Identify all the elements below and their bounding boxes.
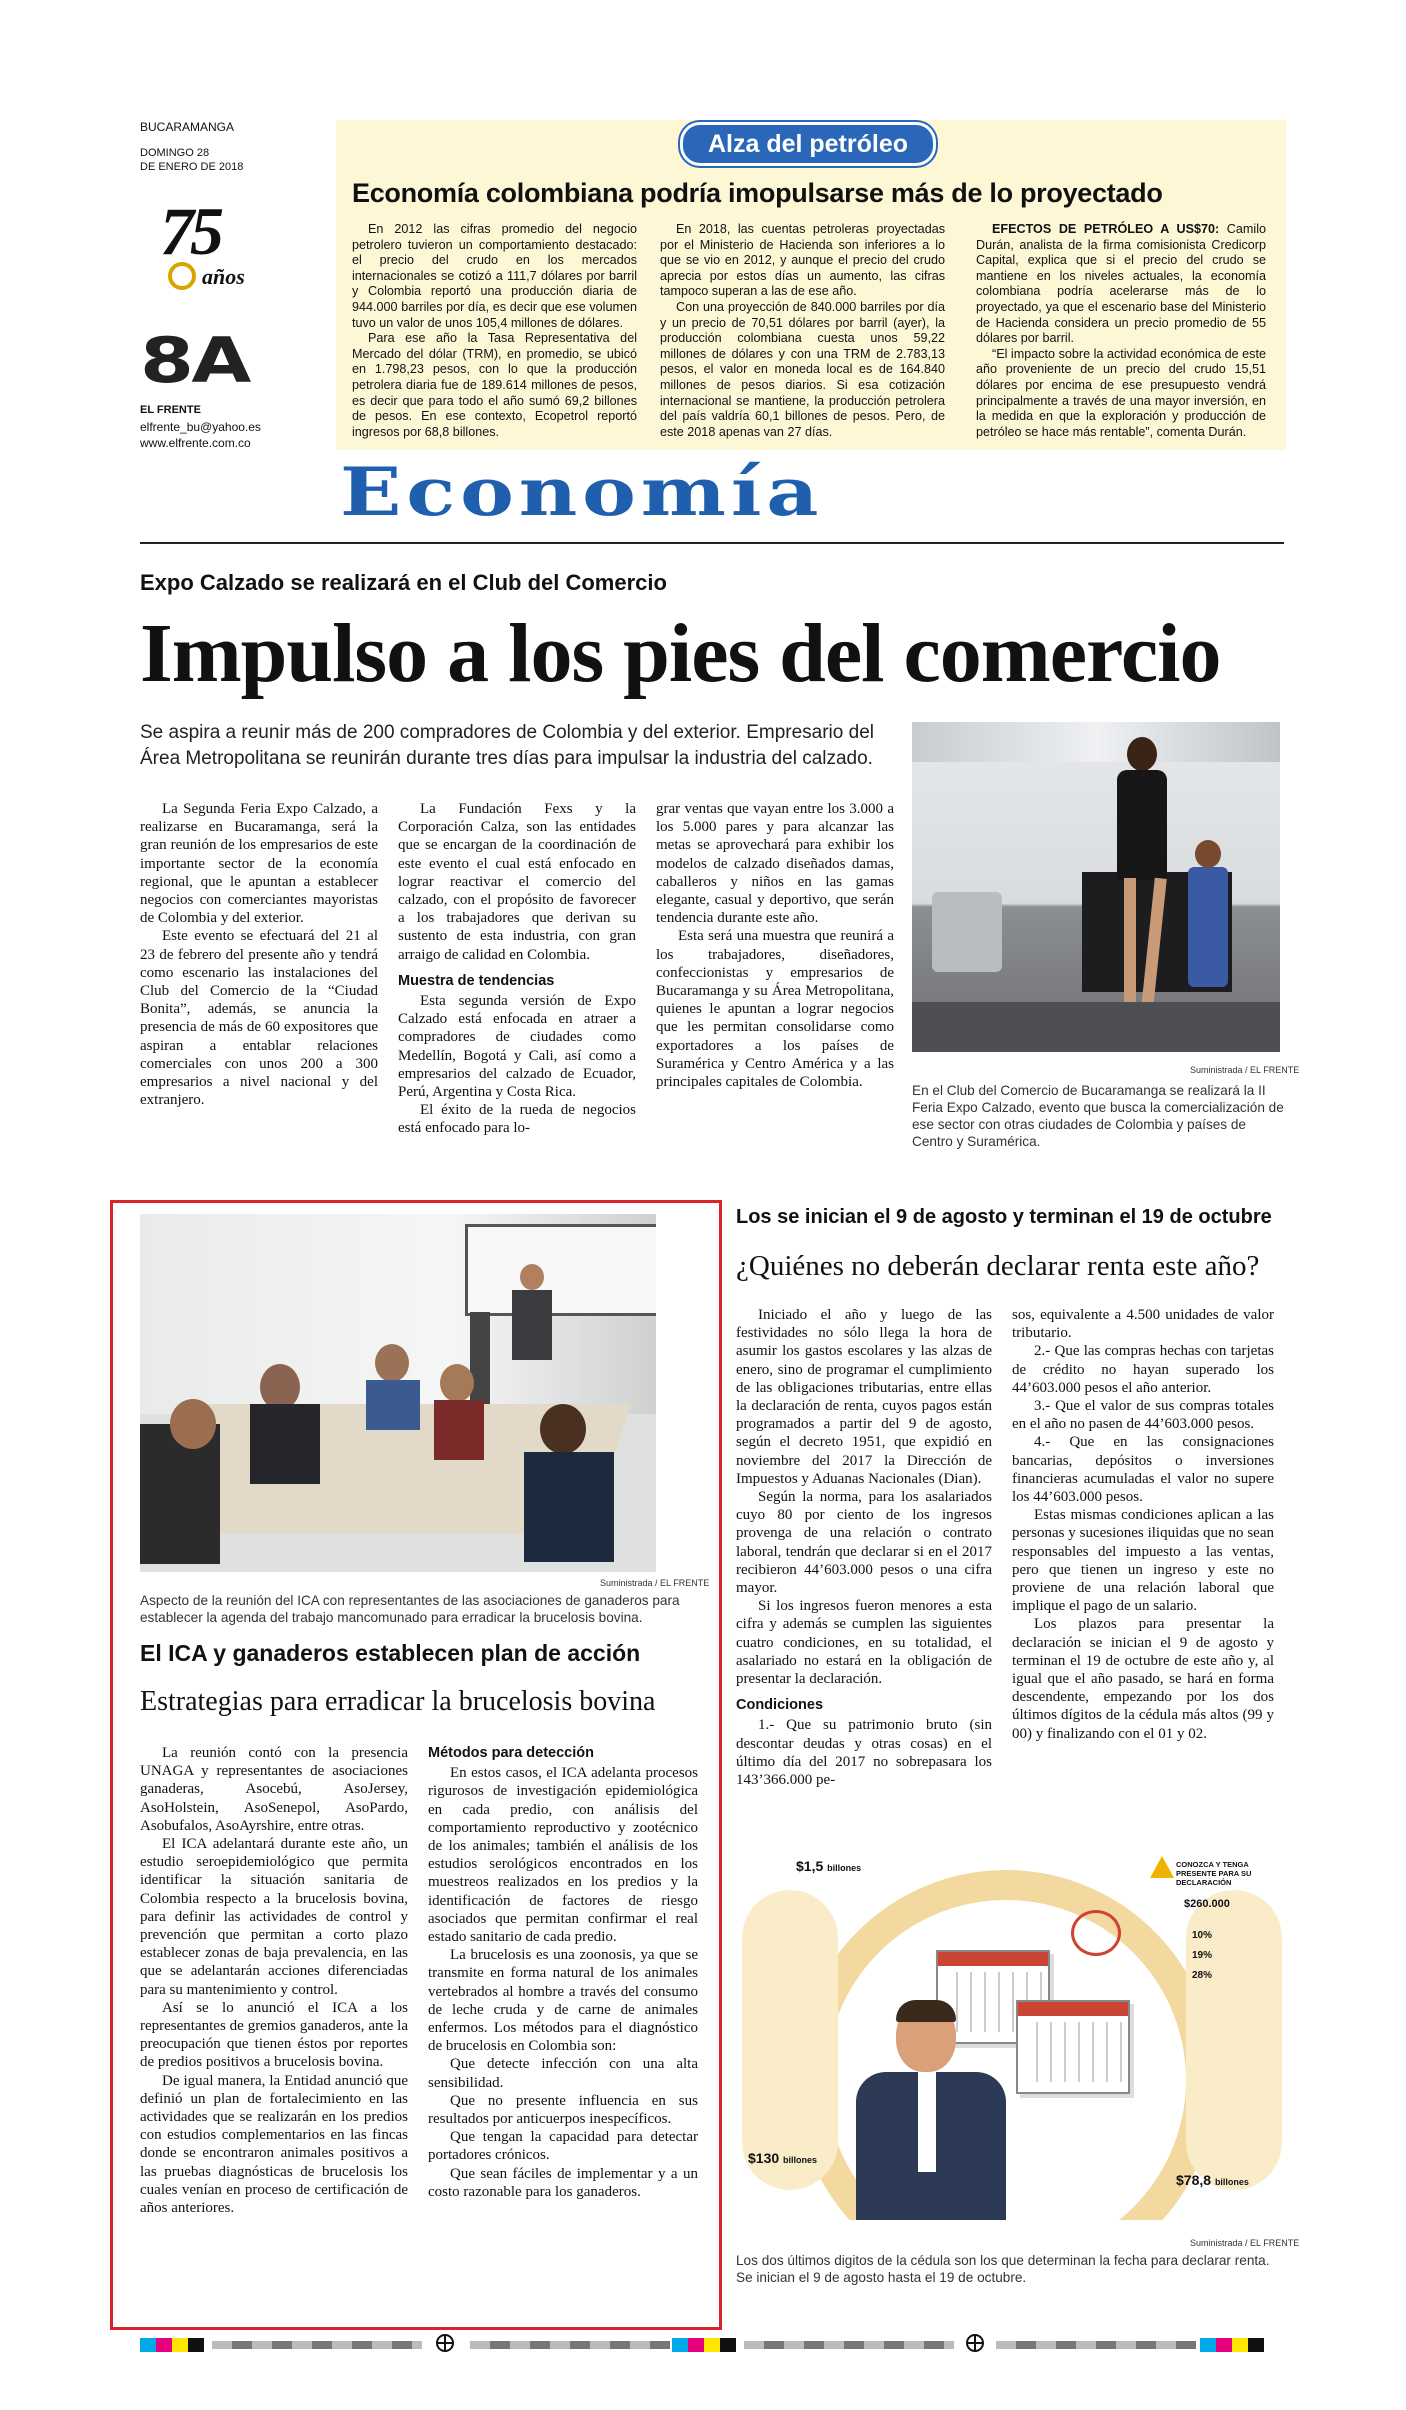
renta-photo-credit: Suministrada / EL FRENTE xyxy=(1190,2238,1300,2248)
shoe-caption: En el Club del Comercio de Bucaramanga se realizará la II Feria Expo Calzado, evento que busca la comercialización de ese sector con otras ciudades de Colombia y países de Centro y Suramérica. xyxy=(912,1083,1284,1149)
shoe-paragraph: El éxito de la rueda de negocios está enfocado para lo- xyxy=(398,1102,636,1137)
anniversary-logo xyxy=(160,193,270,306)
ica-paragraph: La brucelosis es una zoonosis, ya que se transmite en forma natural de los animales vertebrados al hombre a través del consumo de leche cruda y de carne de animales enfermos. Los métodos para el diagnóstico de brucelosis en Colombia son: xyxy=(428,1947,698,2055)
anniversary-rings xyxy=(168,262,196,290)
section-rule xyxy=(140,542,1284,544)
infographic-pct-2: 19% xyxy=(1192,1950,1213,1961)
shoe-subheading: Muestra de tendencias xyxy=(398,972,555,989)
ica-paragraph: Que sean fáciles de implementar y a un costo razonable para los ganaderos. xyxy=(428,2165,698,2200)
masthead-brand: EL FRENTE xyxy=(140,404,201,416)
print-registration-bar-left xyxy=(140,2338,204,2357)
ica-column-2 xyxy=(428,1744,698,2201)
ica-paragraph: El ICA adelantará durante este año, un estudio seroepidemiológico que permita identificar la situación sanitaria de Colombia respecto a la brucelosis bovina, para definir las actividades de control y prevención que permitan a corto plazo establecer zonas de baja prevalencia, en las que se adelantarán acciones diferenciadas para su mantenimiento y control. xyxy=(140,1836,408,1998)
oil-col3-lead: EFECTOS DE PETRÓLEO A US$70: xyxy=(992,222,1220,236)
renta-kicker: Los se inician el 9 de agosto y terminan el 19 de octubre xyxy=(736,1206,1272,1228)
oil-paragraph: Con una proyección de 840.000 barriles por día y un precio de 70,51 dólares por barril (ayer), la producción colombiana cuesta unos 59,22 millones de dólares y con una TRM de 2.783,13 pesos, el valor en moneda local es de 164.840 millones de pesos diarios. Si esa cotización internacional se mantiene, la producción petrolera del país valdría 60,1 billones de pesos. Pero, de este 2018 apenas van 27 días. xyxy=(660,299,945,439)
ica-subheading: Métodos para detección xyxy=(428,1745,594,1761)
renta-paragraph: Los plazos para presentar la declaración se inician el 9 de agosto y terminan el 19 de octubre de este año y, al igual que el año pasado, se hará en forma descendente, empezando por los dos últimos dígitos de la cédula más altos (99 y 00) y finalizando con el 01 y 02. xyxy=(1012,1616,1274,1742)
renta-column-2 xyxy=(1012,1306,1274,1743)
renta-paragraph: Estas mismas condiciones aplican a las personas y sucesiones iliquidas que no sean responsables del impuesto a las ventas, pero que tienen un ingreso y este no proviene de una relación laboral que implique el pago de un salario. xyxy=(1012,1507,1274,1615)
registration-target-icon xyxy=(436,2334,454,2352)
shoe-paragraph: Este evento se efectuará del 21 al 23 de febrero del presente año y tendrá como escenario las instalaciones del Club del Comercio de la “Ciudad Bonita”, además, se anuncia la presencia de más de 60 expositores que aspiran a entablar relaciones comerciales con unos 200 a 300 empresarios a nivel nacional y del extranjero. xyxy=(140,928,378,1109)
ica-paragraph: En estos casos, el ICA adelanta procesos rigurosos de investigación epidemiológica en cada predio, con análisis del comportamiento reproductivo y zootécnico de los animales; también el análisis de los estudios serológicos encontrados en los muestreos realizados en los predios y la identificación de factores de riesgo asociados que permitan confirmar el real estado sanitario de cada predio. xyxy=(428,1765,698,1946)
renta-paragraph: 3.- Que el valor de sus compras totales en el año no pasen de 44’603.000 pesos. xyxy=(1012,1398,1274,1433)
masthead-date: DOMINGO 28 DE ENERO DE 2018 xyxy=(140,147,244,173)
masthead-city: BUCARAMANGA xyxy=(140,120,235,134)
print-registration-bar-right xyxy=(1200,2338,1264,2357)
ica-paragraph: La reunión contó con la presencia UNAGA y representantes de asociaciones ganaderas, Asocebú, AsoJersey, AsoHolstein, AsoSenepol, AsoPardo, Asobufalos, AsoAyrshire, entre otras. xyxy=(140,1745,408,1834)
shoe-deck: Se aspira a reunir más de 200 compradores de Colombia y del exterior. Empresario del Área Metropolitana se reunirán durante tres días para impulsar la industria del calzado. xyxy=(140,722,874,769)
ica-kicker: El ICA y ganaderos establecen plan de acción xyxy=(140,1640,641,1666)
infographic-figure-1: $1,5 billones xyxy=(796,1858,862,1874)
registration-gray-band xyxy=(470,2341,670,2349)
shoe-column-3 xyxy=(656,800,894,1091)
ica-paragraph: Que tengan la capacidad para detectar portadores crónicos. xyxy=(428,2129,698,2164)
ica-paragraph: Que detecte infección con una alta sensibilidad. xyxy=(428,2056,698,2091)
ica-headline: Estrategias para erradicar la brucelosis bovina xyxy=(140,1686,656,1717)
shoe-kicker: Expo Calzado se realizará en el Club del Comercio xyxy=(140,570,667,595)
shoe-paragraph: La Fundación Fexs y la Corporación Calza, son las entidades que se encargan de la coordinación de este evento el cual está enfocado en lograr reactivar el comercio del calzado, con el propósito de favorecer a los trabajadores que derivan su sustento de esta industria, con gran arraigo de calidad en Colombia. xyxy=(398,801,636,963)
renta-paragraph: 1.- Que su patrimonio bruto (sin descontar deudas y otras cosas) en el último día del 2017 no sobrepasara los 143’366.000 pe- xyxy=(736,1717,992,1789)
shoe-paragraph: La Segunda Feria Expo Calzado, a realizarse en Bucaramanga, será la gran reunión de los empresarios de este importante sector de la economía regional, que le apuntan a establecer negocios con comerciantes mayoristas de Colombia y del exterior. xyxy=(140,801,378,927)
renta-paragraph: Si los ingresos fueron menores a esta cifra y además se cumplen las siguientes cuatro condiciones, en su totalidad, el asalariado no estará en la obligación de presentar la declaración. xyxy=(736,1598,992,1688)
shoe-photo-credit: Suministrada / EL FRENTE xyxy=(1190,1065,1300,1075)
ica-column-1 xyxy=(140,1744,408,2217)
renta-paragraph: 4.- Que en las consignaciones bancarias, depósitos o inversiones financieras acumuladas el valor no supere los 44’603.000 pesos. xyxy=(1012,1434,1274,1506)
infographic-warning-title: CONOZCA Y TENGA PRESENTE PARA SU DECLARACIÓN xyxy=(1176,1860,1252,1887)
registration-target-icon xyxy=(966,2334,984,2352)
shoe-paragraph: Esta será una muestra que reunirá a los trabajadores, diseñadores, confeccionistas y empresarios de Bucaramanga y su Área Metropolitana, quienes le apuntan a lograr negocios que les permitan consolidarse como exportadores a los países de Suramérica y Centro América y a las principales capitales de Colombia. xyxy=(656,928,894,1091)
renta-paragraph: 2.- Que las compras hechas con tarjetas de crédito no hayan superado los 44’603.000 pesos el año anterior. xyxy=(1012,1343,1274,1396)
anniversary-number: 75 xyxy=(160,193,220,269)
anniversary-word: años xyxy=(202,264,245,289)
print-registration-bar-center xyxy=(672,2338,736,2357)
ica-photo-credit: Suministrada / EL FRENTE xyxy=(600,1578,710,1588)
oil-badge: Alza del petróleo xyxy=(680,122,936,166)
house-icon xyxy=(1071,1910,1121,1956)
renta-paragraph: Iniciado el año y luego de las festividades no sólo llega la hora de asumir los gastos escolares y las alzas de enero, sino de programar el cumplimiento de las obligaciones tributarias, entre ellas la declaración de renta, cuyos pagos están programados a partir del 9 de agosto, según el decreto 1951, que expidió en noviembre del 2017 la Dirección de Impuestos y Aduanas Nacionales (Dian). xyxy=(736,1307,992,1487)
masthead-email[interactable]: elfrente_bu@yahoo.es xyxy=(140,420,261,434)
ica-caption: Aspecto de la reunión del ICA con representantes de las asociaciones de ganaderos para establecer la agenda del trabajo mancomunado para erradicar la brucelosis bovina. xyxy=(140,1593,680,1625)
infographic-figure-4: $78,8 billones xyxy=(1176,2172,1249,2188)
renta-paragraph: Según la norma, para los asalariados cuyo 80 por ciento de los ingresos provenga de una relación o contrato laboral, tendrán que declarar si en el 2017 recibieron 44’603.000 pesos o una cifra mayor. xyxy=(736,1489,992,1597)
tax-infographic xyxy=(736,1850,1286,2220)
shoe-column-2 xyxy=(398,800,636,1138)
oil-paragraph: Para ese año la Tasa Representativa del Mercado del dólar (TRM), en promedio, se ubicó en 1.798,23 pesos, con lo que la producción petrolera diaria fue de 189.614 millones de pesos, es decir que para todo el año sumó 69,2 billones de pesos. En ese contexto, Ecopetrol reportó ingresos por 68,8 billones. xyxy=(352,331,637,439)
masthead-web[interactable]: www.elfrente.com.co xyxy=(140,436,251,450)
page-number: 8A xyxy=(140,324,249,397)
registration-gray-band xyxy=(744,2341,954,2349)
ica-paragraph: Así se lo anunció el ICA a los representantes de gremios ganaderos, ante la preocupación que tienen éstos por reportes de predios positivos a brucelosis bovina. xyxy=(140,1999,408,2071)
oil-column-1 xyxy=(352,222,637,440)
businessman-illustration xyxy=(856,2000,1006,2220)
renta-caption: Los dos últimos digitos de la cédula son los que determinan la fecha para declarar renta. Se inician el 9 de agosto hasta el 19 de octubre. xyxy=(736,2253,1270,2285)
registration-gray-band xyxy=(212,2341,422,2349)
ica-paragraph: Que no presente influencia en sus resultados por anticuerpos inespecíficos. xyxy=(428,2092,698,2128)
shoe-headline: Impulso a los pies del comercio xyxy=(140,607,1221,700)
renta-paragraph: sos, equivalente a 4.500 unidades de valor tributario. xyxy=(1012,1307,1274,1342)
shoe-column-1 xyxy=(140,800,378,1109)
oil-column-3 xyxy=(976,222,1266,440)
infographic-figure-3: $130 billones xyxy=(748,2150,818,2166)
oil-paragraph: En 2018, las cuentas petroleras proyectadas por el Ministerio de Hacienda son inferiores a lo que se vio en 2012, y aunque el precio del crudo aprecia por estos días un aumento, las cifras tampoco superan a las de ese año. xyxy=(660,222,945,299)
infographic-figure-2: $260.000 xyxy=(1184,1898,1230,1910)
calendar-icon xyxy=(1016,2000,1130,2094)
shoe-photo xyxy=(912,722,1280,1052)
ica-paragraph: De igual manera, la Entidad anunció que definió un plan de fortalecimiento en las actividades que se realizarán en los predios con estudios complementarios en las fincas donde se encontraron animales positivos a las pruebas diagnósticas de brucelosis los cuales venían en proceso de certificación de años anteriores. xyxy=(140,2072,408,2217)
section-title: Economía xyxy=(340,453,824,531)
renta-column-1 xyxy=(736,1306,992,1789)
shoe-paragraph: grar ventas que vayan entre los 3.000 a los 5.000 pares y para alcanzar las metas se aprovechará para exhibir los modelos de calzado diseñados damas, caballeros y niños en las gamas elegante, casual y deportivo, que serán tendencia durante este año. xyxy=(656,801,894,927)
oil-column-2 xyxy=(660,222,945,440)
renta-headline: ¿Quiénes no deberán declarar renta este año? xyxy=(736,1250,1260,1282)
ica-photo xyxy=(140,1214,656,1572)
warning-icon xyxy=(1150,1856,1174,1878)
oil-headline: Economía colombiana podría imopulsarse más de lo proyectado xyxy=(352,178,1163,208)
oil-paragraph: En 2012 las cifras promedio del negocio petrolero tuvieron un comportamiento destacado: el precio del crudo en los mercados internacionales se cotizó a 111,7 dólares por barril y Colombia reportó una producción diaria de 944.000 barriles por día, es decir que ese volumen tuvo un valor de unos 105,4 millones de dólares. xyxy=(352,222,637,330)
oil-paragraph: “El impacto sobre la actividad económica de este año proveniente de un precio del crudo 15,51 dólares por encima de ese presupuesto vendrá principalmente a través de una mayor inversión, en la medida en que la exploración y producción de petróleo se hace más rentable”, comenta Durán. xyxy=(976,346,1266,439)
renta-subheading: Condiciones xyxy=(736,1697,824,1714)
infographic-pct-3: 28% xyxy=(1192,1970,1213,1981)
shoe-paragraph: Esta segunda versión de Expo Calzado está enfocada en atraer a compradores de ciudades como Medellín, Bogotá y Cali, así como a empresarios del calzado de Ecuador, Perú, Argentina y Costa Rica. xyxy=(398,993,636,1101)
oil-paragraph: Camilo Durán, analista de la firma comisionista Credicorp Capital, explica que si el precio del crudo se mantiene en los niveles actuales, la economía colombiana podría acelerarse más de lo proyectado, ya que el escenario base del Ministerio de Hacienda considera un precio promedio de 55 dólares por barril. xyxy=(976,222,1266,346)
registration-gray-band xyxy=(996,2341,1196,2349)
infographic-pct-1: 10% xyxy=(1192,1930,1213,1941)
